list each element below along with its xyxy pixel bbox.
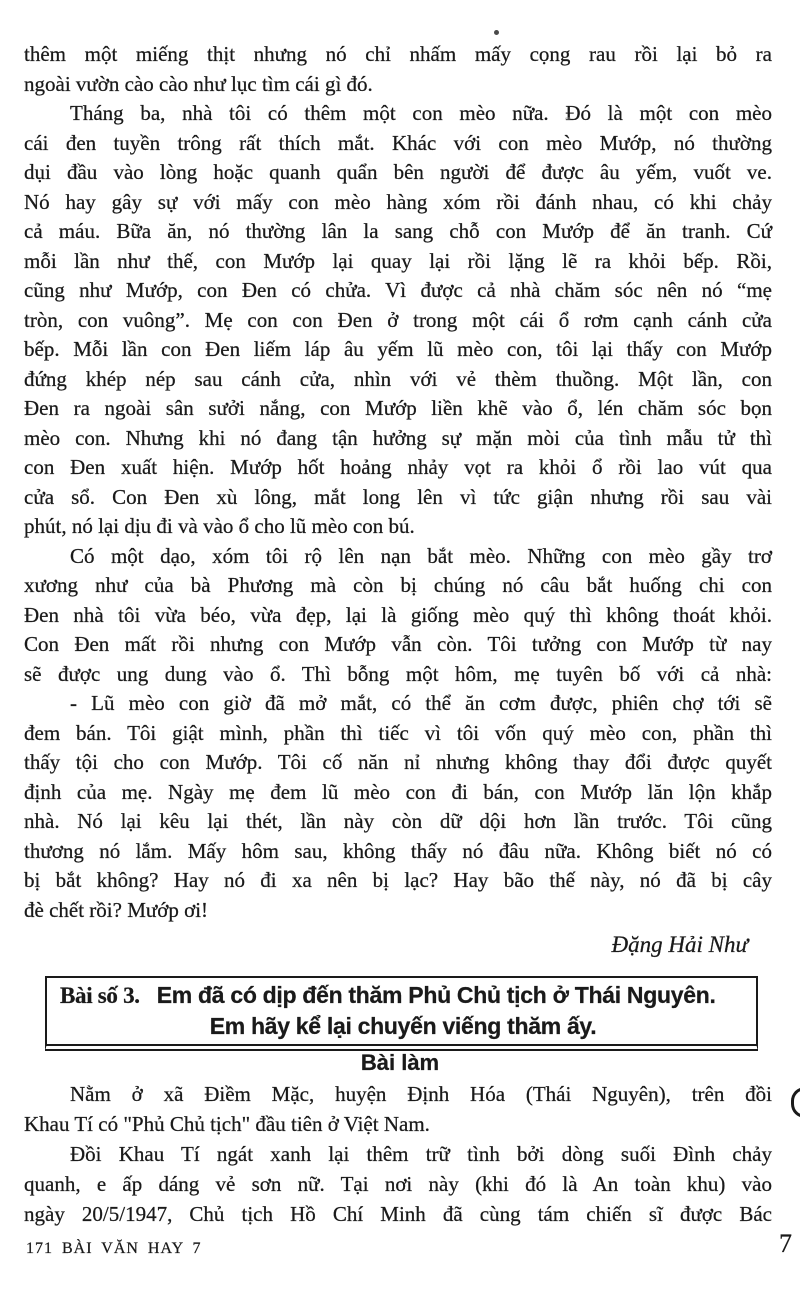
text-line: Con Đen mất rồi nhưng con Mướp vẫn còn. Tôi tưởng con Mướp từ nay <box>24 632 772 656</box>
essay-prompt-box <box>45 976 758 1051</box>
text-line: Nó hay gây sự với mấy con mèo hàng xóm rồi đánh nhau, có khi chảy <box>24 189 772 214</box>
text-line: định của mẹ. Ngày mẹ đem lũ mèo con đi bán, con Mướp lăn lộn khắp <box>24 779 772 804</box>
text-line: cũng như Mướp, con Đen có chửa. Vì được cả nhà chăm sóc nên nó “mẹ <box>24 278 772 302</box>
essay-number-label: Bài số 3. <box>60 983 140 1008</box>
scan-edge-artifact <box>791 1087 800 1118</box>
text-line: mỗi lần như thế, con Mướp lại quay lại rồi lặng lẽ ra khỏi bếp. Rồi, <box>24 248 772 273</box>
text-line: cửa sổ. Con Đen xù lông, mắt long lên vì tức giận nhưng rồi sau vài <box>24 484 772 509</box>
text-line: phút, nó lại dịu đi và vào ổ cho lũ mèo con bú. <box>24 514 415 538</box>
text-line: xương như của bà Phương mà còn bị chúng nó câu bắt huống chi con <box>24 573 772 597</box>
text-line: Có một dạo, xóm tôi rộ lên nạn bắt mèo. Những con mèo gầy trơ <box>70 543 772 568</box>
text-line: nhà. Nó lại kêu lại thét, lần này còn dữ dội hơn lần trước. Tôi cũng <box>24 809 772 833</box>
text-line: Nằm ở xã Điềm Mặc, huyện Định Hóa (Thái Nguyên), trên đồi <box>70 1082 772 1106</box>
scan-speck <box>565 117 571 120</box>
text-line: đứng khép nép sau cánh cửa, nhìn với vẻ thèm thuồng. Một lần, con <box>24 366 772 391</box>
text-line: thương nó lắm. Mấy hôm sau, không thấy nó đâu nữa. Không biết nó có <box>24 838 772 863</box>
section-heading: Bài làm <box>360 1050 440 1075</box>
new-essay-text <box>24 1079 772 1229</box>
text-line: con Đen xuất hiện. Mướp hốt hoảng nhảy vọt ra khỏi ổ rồi lao vút qua <box>24 455 772 479</box>
text-line: bị bắt không? Hay nó đi xa nên bị lạc? Hay bão thế này, nó đã bị cây <box>24 868 772 892</box>
text-line: Đồi Khau Tí ngát xanh lại thêm trữ tình bởi dòng suối Đình chảy <box>70 1142 772 1166</box>
text-line: đè chết rồi? Mướp ơi! <box>24 897 209 922</box>
text-line: Tháng ba, nhà tôi có thêm một con mèo nữa. Đó là một con mèo <box>70 101 772 125</box>
prompt-title-line-2: Em hãy kể lại chuyến viếng thăm ấy. <box>209 1013 597 1039</box>
text-line: thêm một miếng thịt nhưng nó chỉ nhấm mấy cọng rau rồi lại bỏ ra <box>24 42 772 66</box>
text-line: Đen nhà tôi vừa béo, vừa đẹp, lại là giống mèo quý thì không thoát khỏi. <box>24 602 772 627</box>
text-line: - Lũ mèo con giờ đã mở mắt, có thể ăn cơm được, phiên chợ tới sẽ <box>70 691 772 715</box>
author-signature: Đặng Hải Như <box>611 932 748 957</box>
text-line: cái đen tuyền trông rất thích mắt. Khác với con mèo Mướp, nó thường <box>24 130 772 155</box>
text-line: đem bán. Tôi giật mình, phần thì tiếc vì tôi vốn quý mèo con, phần thì <box>24 720 772 745</box>
footer-page-number: 7 <box>779 1229 792 1258</box>
essay-continuation-text <box>24 40 772 925</box>
text-line: ngày 20/5/1947, Chủ tịch Hồ Chí Minh đã cùng tám chiến sĩ được Bác <box>24 1202 772 1226</box>
text-line: sẽ được ung dung vào ổ. Thì bỗng một hôm, mẹ tuyên bố với cả nhà: <box>24 661 772 686</box>
text-line: bếp. Mỗi lần con Đen liếm láp âu yếm lũ mèo con, tôi lại thấy con Mướp <box>24 337 772 361</box>
text-line: thấy tội cho con Mướp. Tôi cố năn nỉ nhưng không thay đổi được quyết <box>24 750 772 774</box>
text-line: quanh, e ấp dáng vẻ sơn nữ. Tại nơi này (khi đó là An toàn khu) vào <box>24 1172 772 1196</box>
scan-speck <box>494 30 499 35</box>
prompt-title-text: Em đã có dịp đến thăm Phủ Chủ tịch ở Thái Nguyên. <box>156 982 716 1008</box>
text-line: Đen ra ngoài sân sưởi nắng, con Mướp liền khẽ vào ổ, lén chăm sóc bọn <box>24 396 772 420</box>
text-line: dụi đầu vào lòng hoặc quanh quẩn bên người để được âu yếm, vuốt ve. <box>24 160 772 184</box>
text-line: ngoài vườn cào cào như lục tìm cái gì đó. <box>24 71 373 96</box>
footer-book-title: 171 BÀI VĂN HAY 7 <box>26 1240 202 1257</box>
prompt-title-line-1 <box>60 980 746 1011</box>
text-line: tròn, con vuông”. Mẹ con con Đen ở trong một cái ổ rơm cạnh cánh cửa <box>24 307 772 332</box>
text-line: Khau Tí có "Phủ Chủ tịch" đầu tiên ở Việt Nam. <box>24 1112 430 1136</box>
text-line: cả máu. Bữa ăn, nó thường lân la sang chỗ con Mướp để ăn tranh. Cứ <box>24 219 772 243</box>
text-line: mèo con. Nhưng khi nó đang tận hưởng sự mặn mòi của tình mẫu tử thì <box>24 425 772 450</box>
